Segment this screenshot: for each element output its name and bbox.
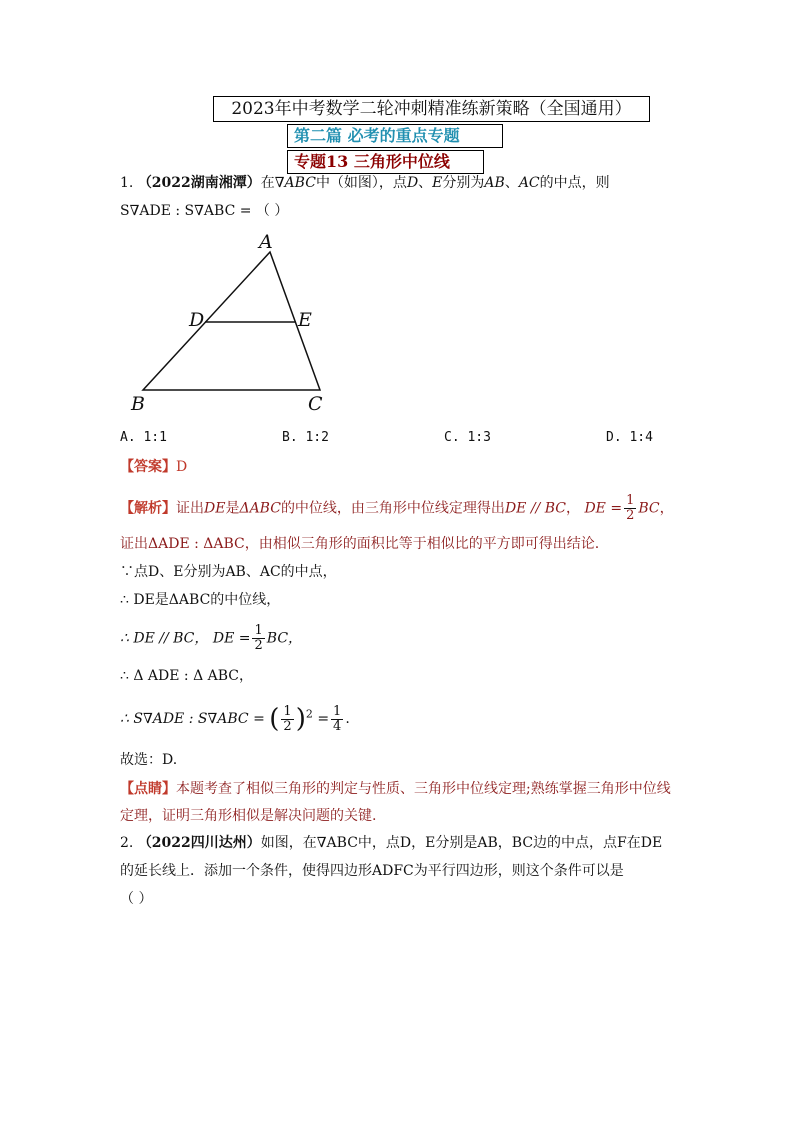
step-2: ∴ DE是ΔABC的中位线， <box>120 592 281 608</box>
answer-line: 【答案】D <box>120 459 188 475</box>
step-5: ∴ S∇ADE : S∇ABC = ( $\frac{1}{2}$ )$^2$ = $\frac{1}{4}$ . <box>120 703 350 734</box>
q2-line-3: （ ） <box>120 891 153 907</box>
q2-line-1: 2. （2022四川达州）如图，在∇ABC中，点D，E分别是AB，BC边的中点，点F在DE <box>120 835 663 851</box>
label-e: E <box>298 309 312 331</box>
step-4: ∴ Δ ADE : Δ ABC， <box>120 668 254 684</box>
q2-line-2: 的延长线上．添加一个条件，使得四边形ADFC为平行四边形，则这个条件可以是 <box>120 863 624 879</box>
label-c: C <box>308 393 323 415</box>
option-c: C. 1:3 <box>444 430 491 445</box>
q1-stem: 1. （2022湖南湘潭）在∇ABC中（如图），点D、E分别为AB、AC的中点，则 <box>120 175 610 191</box>
analysis-line-1: 【解析】证出DE是ΔABC的中位线，由三角形中位线定理得出DE // BC， DE = $\frac{1}{2}$ BC， <box>120 493 674 523</box>
main-title: 2023年中考数学二轮冲刺精准练新策略（全国通用） <box>213 96 650 122</box>
triangle-figure <box>125 228 345 418</box>
triangle-abc <box>143 252 320 390</box>
analysis-line-2: 证出ΔADE : ΔABC，由相似三角形的面积比等于相似比的平方即可得出结论. <box>120 536 600 552</box>
comment-line-1: 【点睛】本题考查了相似三角形的判定与性质、三角形中位线定理;熟练掌握三角形中位线 <box>120 781 671 797</box>
step-1: ∵点D、E分别为AB、AC的中点， <box>120 564 337 580</box>
topic-title: 专题13 三角形中位线 <box>287 150 484 174</box>
label-d: D <box>189 309 205 331</box>
option-b: B. 1:2 <box>282 430 329 445</box>
choose-line: 故选：D. <box>120 752 178 768</box>
option-d: D. 1:4 <box>606 430 653 445</box>
part-title: 第二篇 必考的重点专题 <box>287 124 503 148</box>
option-a: A. 1:1 <box>120 430 167 445</box>
label-a: A <box>259 231 273 253</box>
step-3: ∴ DE // BC， DE = $\frac{1}{2}$ BC， <box>120 623 303 653</box>
comment-line-2: 定理，证明三角形相似是解决问题的关键. <box>120 808 377 824</box>
q1-ratio-expr: S∇ADE : S∇ABC = （ ） <box>120 203 289 219</box>
label-b: B <box>131 393 145 415</box>
